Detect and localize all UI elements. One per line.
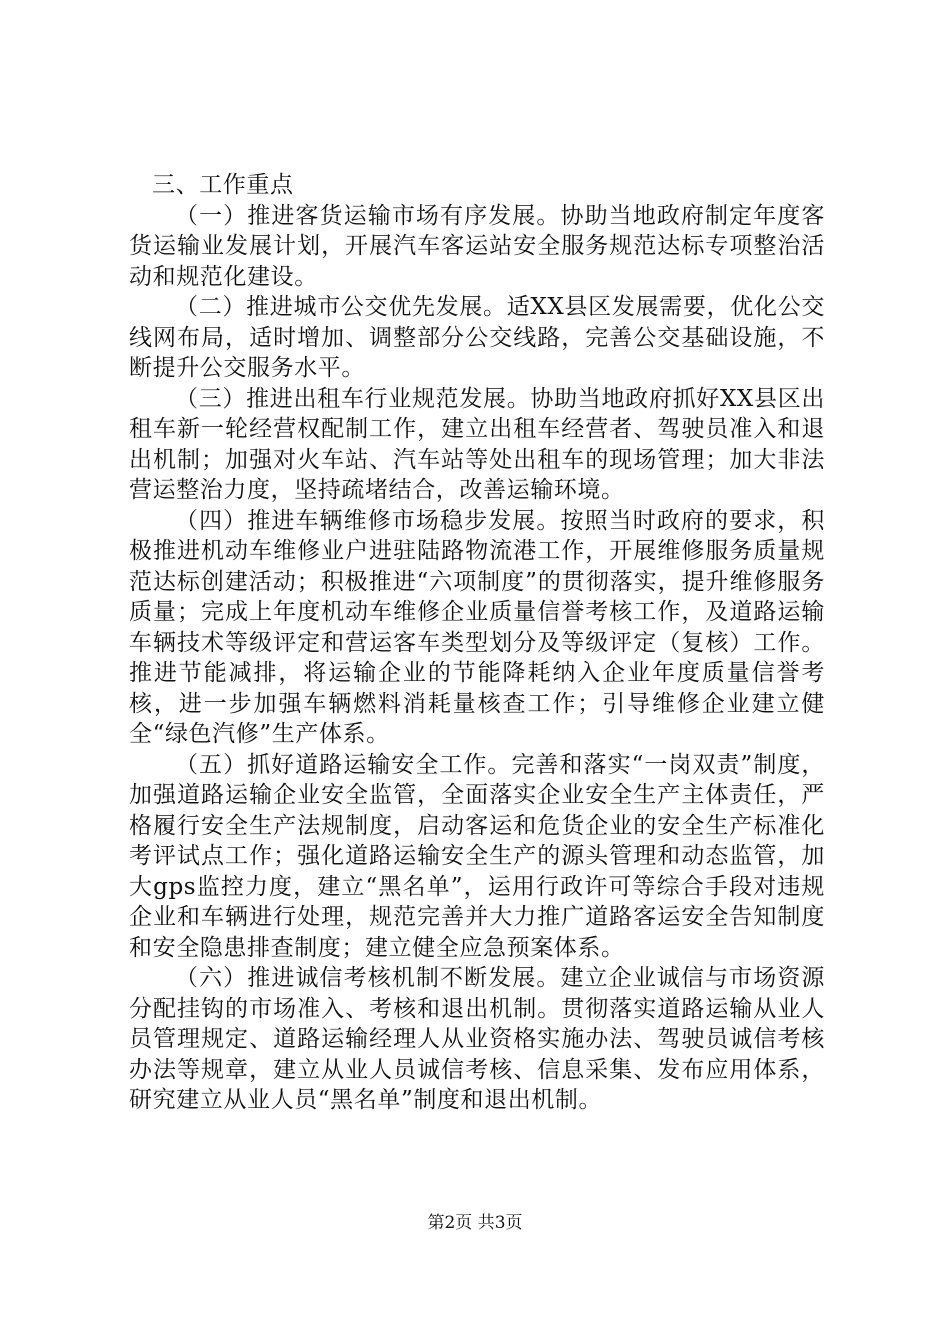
section-heading: 三、工作重点 <box>152 172 294 198</box>
paragraph-3: （三）推进出租车行业规范发展。协助当地政府抓好XX县区出租车新一轮经营权配制工作，建立出租车经营者、驾驶员准入和退出机制；加强对火车站、汽车站等处出租车的现场管理；加大非法营运整治力度，坚持疏堵结合，改善运输环境。 <box>129 385 825 503</box>
document-body <box>129 170 825 1116</box>
paragraph-6: （六）推进诚信考核机制不断发展。建立企业诚信与市场资源分配挂钩的市场准入、考核和退出机制。贯彻落实道路运输从业人员管理规定、道路运输经理人从业资格实施办法、驾驶员诚信考核办法等规章，建立从业人员诚信考核、信息采集、发布应用体系，研究建立从业人员“黑名单”制度和退出机制。 <box>129 965 825 1113</box>
paragraph-5: （五）抓好道路运输安全工作。完善和落实“一岗双责”制度，加强道路运输企业安全监管，全面落实企业安全生产主体责任，严格履行安全生产法规制度，启动客运和危货企业的安全生产标准化考评试点工作；强化道路运输安全生产的源头管理和动态监管，加大gps监控力度，建立“黑名单”，运用行政许可等综合手段对违规企业和车辆进行处理，规范完善并大力推广道路客运安全告知制度和安全隐患排查制度；建立健全应急预案体系。 <box>129 751 825 961</box>
paragraph-1: （一）推进客货运输市场有序发展。协助当地政府制定年度客货运输业发展计划，开展汽车客运站安全服务规范达标专项整治活动和规范化建设。 <box>129 202 825 290</box>
paragraph-4: （四）推进车辆维修市场稳步发展。按照当时政府的要求，积极推进机动车维修业户进驻陆路物流港工作，开展维修服务质量规范达标创建活动；积极推进“六项制度”的贯彻落实，提升维修服务质量；完成上年度机动车维修企业质量信誉考核工作，及道路运输车辆技术等级评定和营运客车类型划分及等级评定（复核）工作。推进节能减排，将运输企业的节能降耗纳入企业年度质量信誉考核，进一步加强车辆燃料消耗量核查工作；引导维修企业建立健全“绿色汽修”生产体系。 <box>129 507 825 747</box>
paragraph-2: （二）推进城市公交优先发展。适XX县区发展需要，优化公交线网布局，适时增加、调整部分公交线路，完善公交基础设施，不断提升公交服务水平。 <box>129 294 825 381</box>
page-number: 第2页 共3页 <box>427 1213 523 1233</box>
